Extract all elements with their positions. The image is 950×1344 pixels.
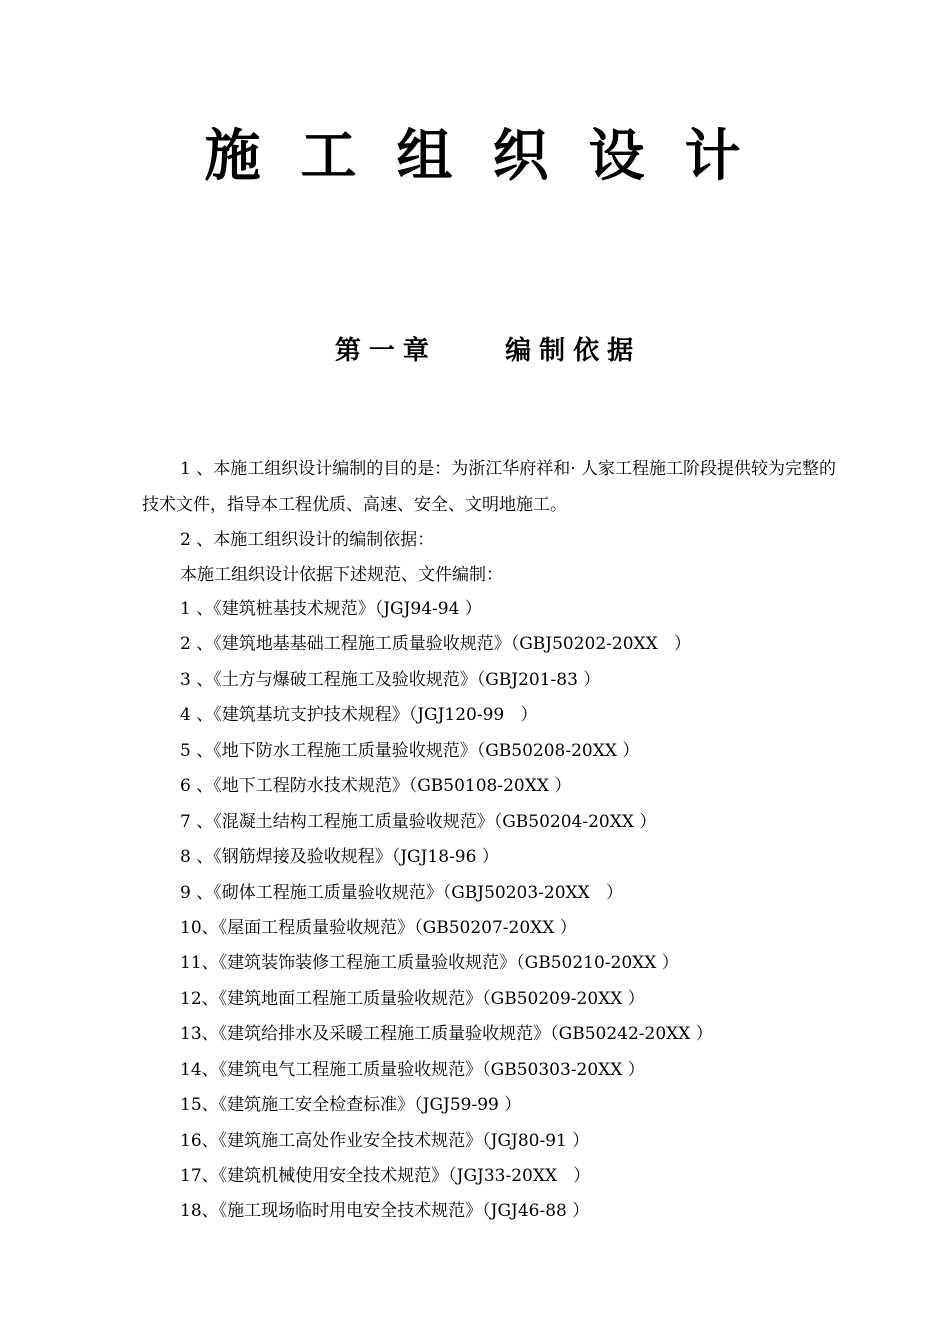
list-item: 18、《施工现场临时用电安全技术规范》（JGJ46-88 ） [180,1201,590,1222]
document-body [142,451,842,593]
list-item: 11、《建筑装饰装修工程施工质量验收规范》（GB50210-20XX ） [180,953,679,974]
chapter-title: 第一章 编制依据 [334,336,642,366]
list-item: 10、《屋面工程质量验收规范》（GB50207-20XX ） [180,917,577,938]
list-item: 8 、《钢筋焊接及验收规程》（JGJ18-96 ） [180,847,499,868]
list-item: 15、《建筑施工安全检查标准》（JGJ59-99 ） [180,1095,522,1116]
basis-intro: 本施工组织设计依据下述规范、文件编制： [180,565,503,585]
list-item: 13、《建筑给排水及采暖工程施工质量验收规范》（GB50242-20XX ） [180,1024,713,1045]
document-title: 施工组织设计 [204,124,781,189]
purpose-paragraph: 1 、本施工组织设计编制的目的是：为浙江华府祥和· 人家工程施工阶段提供较为完整的技术文件，指导本工程优质、高速、安全、文明地施工。 [142,459,837,515]
list-item: 17、《建筑机械使用安全技术规范》（JGJ33-20XX ） [180,1166,591,1186]
list-item: 9 、《砌体工程施工质量验收规范》（GBJ50203-20XX ） [180,882,623,903]
list-item: 14、《建筑电气工程施工质量验收规范》（GB50303-20XX ） [180,1059,645,1080]
list-item: 7 、《混凝土结构工程施工质量验收规范》（GB50204-20XX ） [180,811,657,832]
list-item: 3 、《土方与爆破工程施工及验收规范》（GBJ201-83 ） [180,669,601,690]
reference-list [180,592,880,1230]
list-item: 5 、《地下防水工程施工质量验收规范》（GB50208-20XX ） [180,740,640,761]
list-item: 2 、《建筑地基基础工程施工质量验收规范》（GBJ50202-20XX ） [180,634,691,655]
basis-heading: 2 、本施工组织设计的编制依据： [180,530,435,550]
list-item: 1 、《建筑桩基技术规范》（JGJ94-94 ） [180,599,482,619]
list-item: 12、《建筑地面工程施工质量验收规范》（GB50209-20XX ） [180,988,645,1009]
list-item: 6 、《地下工程防水技术规范》（GB50108-20XX ） [180,776,572,797]
list-item: 4 、《建筑基坑支护技术规程》（JGJ120-99 ） [180,705,538,726]
list-item: 16、《建筑施工高处作业安全技术规范》（JGJ80-91 ） [180,1130,590,1151]
